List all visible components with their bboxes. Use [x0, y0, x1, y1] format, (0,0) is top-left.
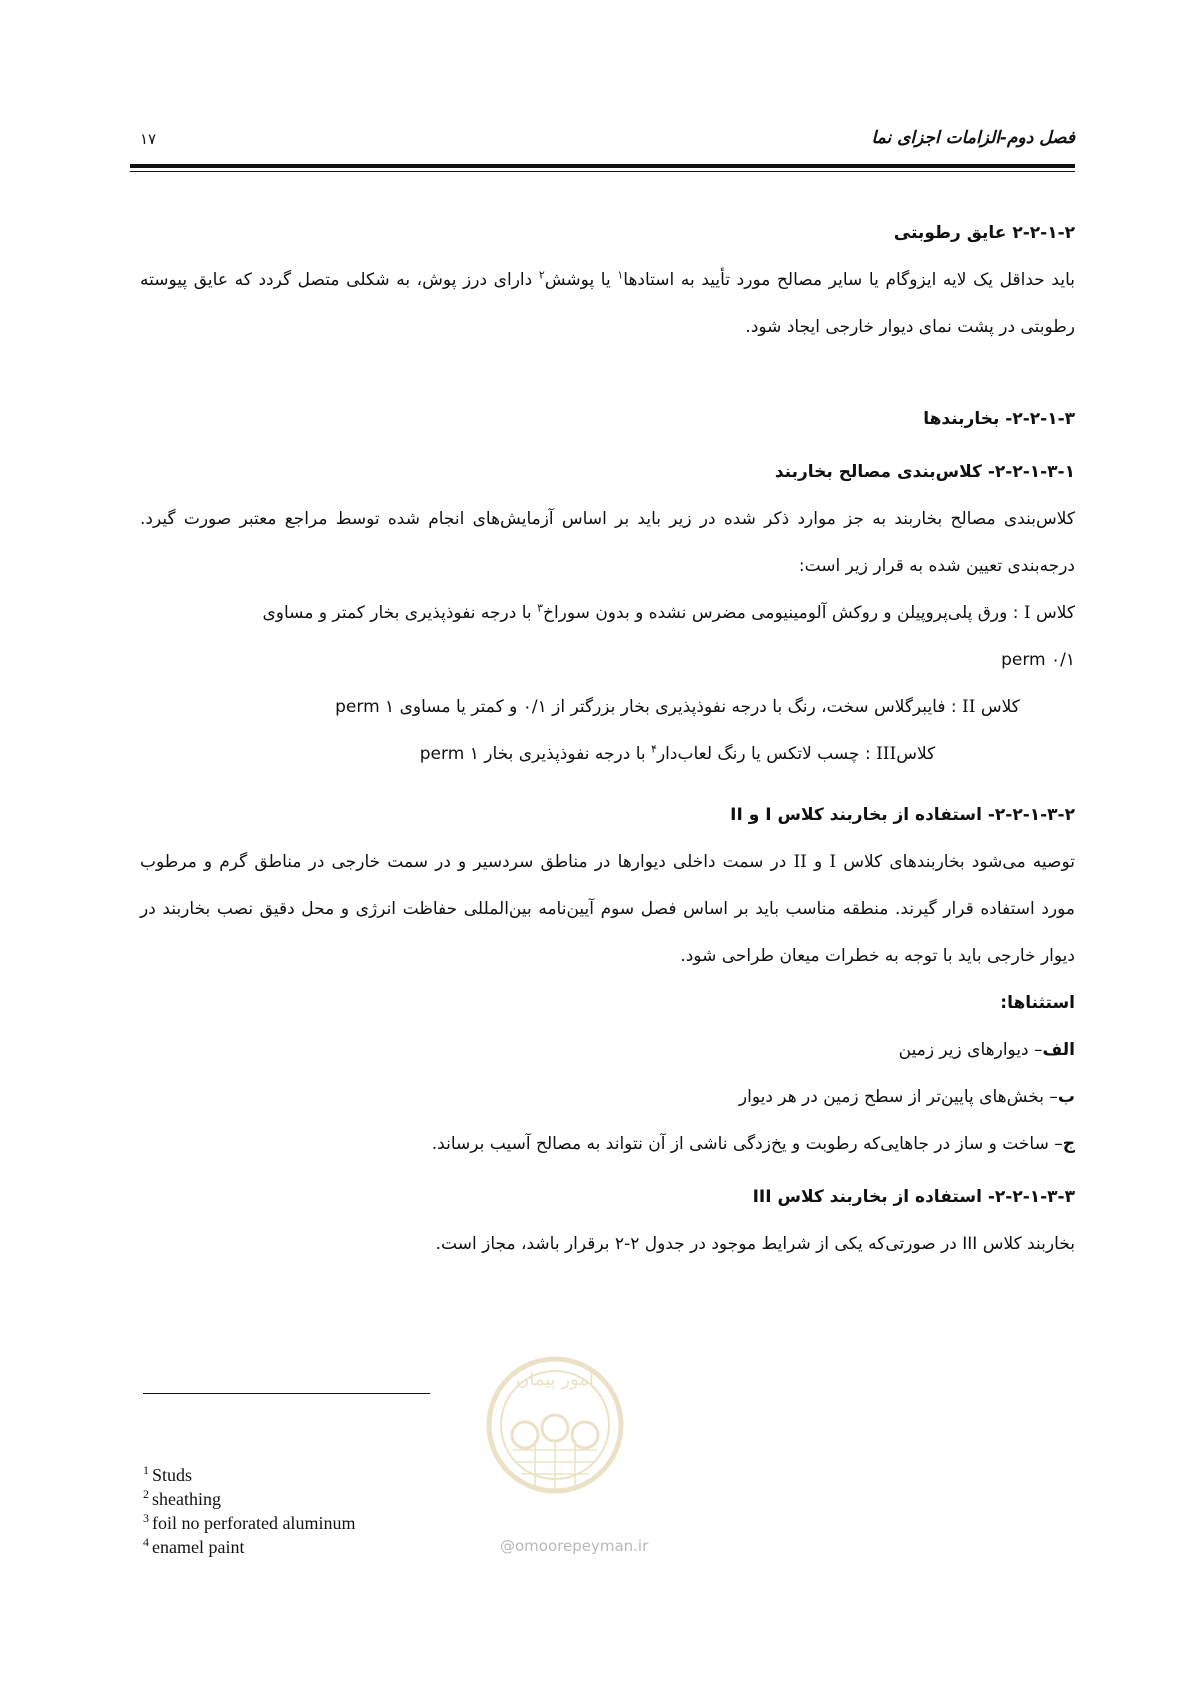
footnote-number: 4 [143, 1535, 149, 1549]
exception-text: – بخش‌های پایین‌تر از سطح زمین در هر دیوار [738, 1087, 1058, 1107]
paragraph-moisture-barrier [140, 257, 1075, 351]
class-label: کلاس [980, 697, 1020, 717]
class-1-line [140, 590, 1075, 637]
heading-vapor-retarders: ۲-۲-۱-۳- بخاربندها [923, 409, 1075, 429]
chapter-title: فصل دوم-الزامات اجزای نما [871, 128, 1075, 148]
text-run: و [806, 852, 830, 872]
footnotes [143, 1463, 355, 1559]
page-header [140, 128, 1075, 158]
watermark-logo [485, 1340, 625, 1520]
footnote-text: Studs [152, 1465, 193, 1485]
footnote-2 [143, 1487, 355, 1511]
class-1-perm: perm ۰/۱ [1001, 650, 1075, 670]
text-run: : چسب لاتکس یا رنگ لعاب‌دار [656, 744, 877, 764]
exceptions-title: استثناها: [1000, 993, 1075, 1013]
paragraph-use-class-1-2 [140, 839, 1075, 980]
footnote-separator [143, 1393, 430, 1394]
text-run: توصیه می‌شود بخاربندهای کلاس [836, 852, 1075, 872]
heading-use-class-3: ۲-۲-۱-۳-۳- استفاده از بخاربند کلاس III [752, 1187, 1075, 1207]
text-run: با درجه نفوذپذیری بخار کمتر و مساوی [262, 603, 538, 623]
heading-vapor-classification: ۲-۲-۱-۳-۱- کلاس‌بندی مصالح بخاربند [774, 462, 1075, 482]
paragraph-use-class-3: بخاربند کلاس III در صورتی‌که یکی از شرایط موجود در جدول ۲-۲ برقرار باشد، مجاز است. [435, 1234, 1075, 1254]
footnote-1 [143, 1463, 355, 1487]
exception-label: الف [1042, 1040, 1075, 1060]
footnote-number: 2 [143, 1487, 149, 1501]
footnote-number: 1 [143, 1463, 149, 1477]
text-run: : فایبرگلاس سخت، رنگ با درجه نفوذپذیری بخار بزرگتر از ۰/۱ و کمتر یا مساوی ۱ perm [335, 697, 963, 717]
class-label: کلاس [896, 744, 936, 764]
text-run: با درجه نفوذپذیری بخار ۱ perm [419, 744, 652, 764]
exception-text: – دیوارهای زیر زمین [898, 1040, 1043, 1060]
page-number: ۱۷ [140, 130, 157, 148]
footnote-ref-3[interactable]: ۳ [537, 601, 543, 615]
class-3-line [140, 731, 1075, 778]
header-rule-thin [130, 171, 1075, 172]
heading-moisture-barrier: ۲-۲-۱-۲ عایق رطوبتی [893, 223, 1075, 243]
exception-c [140, 1121, 1075, 1168]
footnote-text: sheathing [152, 1489, 221, 1509]
footnote-ref-2[interactable]: ۲ [538, 268, 545, 282]
exception-b [140, 1074, 1075, 1121]
footnote-text: foil no perforated aluminum [152, 1513, 356, 1533]
footnote-ref-4[interactable]: ۴ [651, 742, 657, 756]
footnote-3 [143, 1511, 355, 1535]
exception-a [140, 1027, 1075, 1074]
class-roman: I [829, 852, 837, 872]
paragraph-classification-intro: کلاس‌بندی مصالح بخاربند به جز موارد ذکر شده در زیر باید بر اساس آزمایش‌های انجام شده توسط مراجع معتبر صورت گیرد. درجه‌بندی تعیین شده به قرار زیر است: [140, 509, 1075, 576]
exception-label: ب [1057, 1087, 1075, 1107]
footnote-number: 3 [143, 1511, 149, 1525]
watermark-logo-text: امور پیمان [516, 1369, 594, 1390]
class-roman: II [793, 852, 807, 872]
exception-text: – ساخت و ساز در جاهایی‌که رطوبت و یخ‌زدگی ناشی از آن نتواند به مصالح آسیب برساند. [431, 1134, 1063, 1154]
footnote-4 [143, 1535, 355, 1559]
heading-use-class-1-2: ۲-۲-۱-۳-۲- استفاده از بخاربند کلاس I و II [730, 805, 1075, 825]
class-2-line [140, 684, 1075, 731]
page-body [140, 210, 1075, 1268]
class-roman: III [876, 744, 897, 764]
class-roman: I [1023, 603, 1031, 623]
watermark-text: @omoorepeyman.ir [500, 1537, 649, 1555]
footnote-text: enamel paint [152, 1537, 245, 1557]
text-run: دارای درز پوش، به شکلی متصل گردد که عایق پیوسته رطوبتی در پشت نمای دیوار خارجی ایجاد شود. [140, 270, 1075, 337]
text-run: در سمت داخلی دیوارها در مناطق سردسیر و در سمت خارجی در مناطق گرم و مرطوب مورد استفاده قرار گیرند. منطقه مناسب باید بر اساس فصل سوم آیین‌نامه بین‌المللی حفاظت انرژی و محل دقیق نصب بخاربند در دیوار خارجی باید با توجه به خطرات میعان طراحی شود. [140, 852, 1075, 966]
header-rule-thick [130, 164, 1075, 168]
text-run: باید حداقل یک لایه ایزوگام یا سایر مصالح مورد تأیید به استادها [623, 270, 1075, 290]
exception-label: ج [1062, 1134, 1075, 1154]
class-roman: II [962, 697, 976, 717]
class-label: کلاس [1036, 603, 1075, 623]
text-run: یا پوشش [544, 270, 618, 290]
footnote-ref-1[interactable]: ۱ [617, 268, 624, 282]
text-run: : ورق پلی‌پروپیلن و روکش آلومینیومی مضرس نشده و بدون سوراخ [542, 603, 1024, 623]
